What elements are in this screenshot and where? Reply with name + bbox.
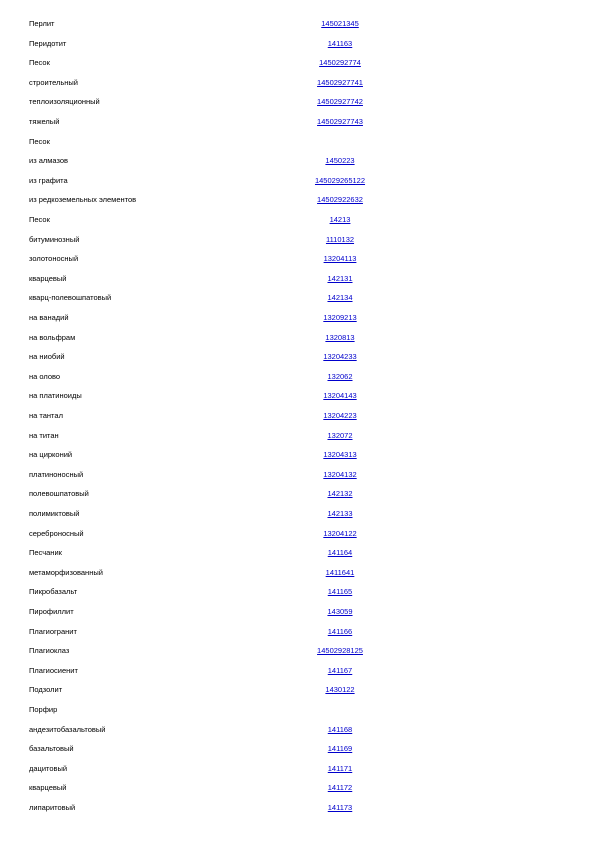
list-item	[0, 606, 595, 618]
term-label: строительный	[29, 77, 78, 87]
term-label: на цирконий	[29, 450, 73, 460]
term-label: золотоносный	[29, 254, 79, 264]
code-link[interactable]: 13204313	[323, 450, 357, 460]
term-label: полевошпатовый	[29, 489, 89, 499]
list-item	[0, 273, 595, 285]
list-item	[0, 567, 595, 579]
list-item	[0, 645, 595, 657]
code-link[interactable]: 145021345	[321, 19, 359, 28]
code-link[interactable]: 13209213	[323, 313, 357, 322]
code-link[interactable]: 14502927743	[317, 117, 363, 126]
term-label: Песок	[29, 58, 50, 68]
code-link[interactable]: 141163	[327, 38, 353, 48]
term-label: липаритовый	[29, 803, 76, 812]
code-link[interactable]: 14502922632	[317, 195, 363, 205]
term-label: Перидотит	[29, 38, 67, 48]
term-label: на олово	[29, 371, 61, 381]
code-link[interactable]: 141171	[327, 763, 353, 773]
list-item	[0, 194, 595, 206]
code-link[interactable]: 14213	[329, 215, 351, 224]
list-item	[0, 390, 595, 402]
list-item	[0, 38, 595, 50]
list-item	[0, 684, 595, 696]
list-item	[0, 665, 595, 677]
code-link[interactable]: 14502928125	[317, 646, 363, 656]
term-label: Песок	[29, 136, 50, 146]
term-label: тяжелый	[29, 117, 60, 126]
term-label: полимиктовый	[29, 509, 80, 518]
list-item	[0, 351, 595, 363]
term-label: на титан	[29, 430, 59, 440]
term-label: Порфир	[29, 705, 58, 714]
list-item	[0, 704, 595, 716]
term-label: кварцевый	[29, 783, 67, 793]
list-item	[0, 724, 595, 736]
term-label: битуминозный	[29, 234, 80, 244]
code-link[interactable]: 141166	[327, 626, 353, 636]
code-link[interactable]: 141172	[327, 783, 353, 793]
term-label: кварцевый	[29, 273, 67, 283]
code-link[interactable]: 13204122	[323, 528, 357, 538]
code-link[interactable]: 13204223	[323, 411, 357, 420]
term-label: из редкоземельных элементов	[29, 195, 137, 205]
term-label: кварц-полевошпатовый	[29, 293, 112, 303]
code-link[interactable]: 141173	[327, 803, 353, 812]
term-label: метаморфизованный	[29, 567, 103, 577]
code-link[interactable]: 141169	[327, 744, 353, 754]
list-item	[0, 547, 595, 559]
list-item	[0, 18, 595, 30]
list-item	[0, 116, 595, 128]
code-link[interactable]: 1450223	[325, 156, 355, 166]
term-label: Песчаник	[29, 548, 62, 558]
code-link[interactable]: 14502927741	[317, 77, 363, 87]
code-link[interactable]: 141164	[327, 548, 353, 558]
list-item	[0, 253, 595, 265]
term-label: базальтовый	[29, 744, 74, 754]
code-link[interactable]: 13204233	[323, 352, 357, 362]
code-link[interactable]: 142132	[327, 489, 353, 499]
list-item	[0, 292, 595, 304]
term-label: сереброносный	[29, 528, 84, 538]
term-label: на тантал	[29, 411, 63, 420]
list-item	[0, 782, 595, 794]
term-label: Подзолит	[29, 685, 63, 695]
code-link[interactable]: 142134	[327, 293, 353, 303]
term-label: платиноносный	[29, 469, 84, 479]
term-label: на ниобий	[29, 352, 65, 362]
code-link[interactable]: 1110132	[325, 234, 355, 244]
term-label: Плагиосиенит	[29, 665, 78, 675]
code-link[interactable]: 142131	[327, 273, 353, 283]
list-item	[0, 449, 595, 461]
code-link[interactable]: 1411641	[325, 567, 355, 577]
term-label: из графита	[29, 175, 68, 185]
code-link[interactable]: 13204143	[323, 391, 357, 401]
list-item	[0, 763, 595, 775]
list-item	[0, 410, 595, 422]
code-link[interactable]: 13204132	[323, 469, 357, 479]
term-label: на платиноиды	[29, 391, 82, 401]
list-item	[0, 234, 595, 246]
code-link[interactable]: 142133	[327, 509, 353, 518]
list-item	[0, 57, 595, 69]
code-link[interactable]: 141168	[327, 724, 353, 734]
list-item	[0, 155, 595, 167]
list-item	[0, 332, 595, 344]
term-label: Перлит	[29, 19, 55, 28]
code-link[interactable]: 1430122	[325, 685, 355, 695]
code-link[interactable]: 14502927742	[317, 97, 363, 107]
code-link[interactable]: 1320813	[325, 332, 355, 342]
code-link[interactable]: 141165	[327, 587, 353, 597]
list-item	[0, 430, 595, 442]
list-item	[0, 528, 595, 540]
term-label: Песок	[29, 215, 50, 224]
list-item	[0, 469, 595, 481]
list-item	[0, 175, 595, 187]
list-item	[0, 312, 595, 324]
term-label: Пикробазальт	[29, 587, 78, 597]
code-link[interactable]: 141167	[327, 665, 353, 675]
code-link[interactable]: 143059	[327, 607, 353, 616]
list-item	[0, 488, 595, 500]
list-item	[0, 626, 595, 638]
code-link[interactable]: 132062	[327, 371, 353, 381]
list-item	[0, 743, 595, 755]
term-label: на вольфрам	[29, 332, 76, 342]
list-item	[0, 136, 595, 148]
list-item	[0, 214, 595, 226]
term-label: дацитовый	[29, 763, 68, 773]
code-link[interactable]: 1450292774	[319, 58, 361, 68]
term-label: из алмазов	[29, 156, 69, 166]
list-item	[0, 508, 595, 520]
code-link[interactable]: 132072	[327, 430, 353, 440]
code-link[interactable]: 13204113	[323, 254, 357, 264]
term-label: Плагиоклаз	[29, 646, 70, 656]
list-item	[0, 802, 595, 814]
list-item	[0, 77, 595, 89]
code-link[interactable]: 145029265122	[314, 175, 366, 185]
term-label: Пирофиллит	[29, 607, 74, 616]
list-item	[0, 586, 595, 598]
list-item	[0, 371, 595, 383]
term-label: на ванадий	[29, 313, 69, 322]
term-label: теплоизоляционный	[29, 97, 100, 107]
list-item	[0, 96, 595, 108]
term-label: Плагиогранит	[29, 626, 77, 636]
term-label: андезитобазальтовый	[29, 724, 106, 734]
